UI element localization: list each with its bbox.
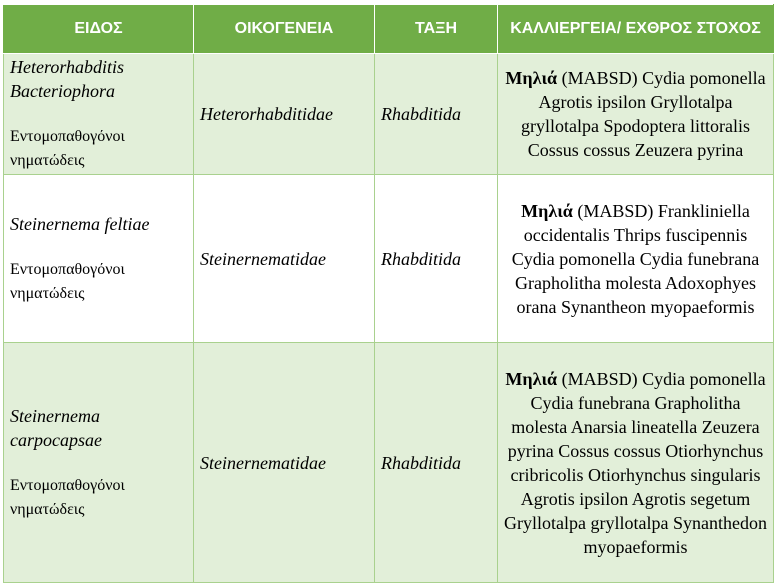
- header-order: ΤΑΞΗ: [375, 5, 498, 54]
- family-cell: Heterorhabditidae: [194, 54, 375, 175]
- header-target: ΚΑΛΛΙΕΡΓΕΙΑ/ ΕΧΘΡΟΣ ΣΤΟΧΟΣ: [498, 5, 774, 54]
- species-type: Εντομοπαθογόνοι νηματώδεις: [10, 476, 125, 518]
- header-row: [4, 5, 774, 54]
- species-cell: [4, 54, 194, 175]
- table-body: [4, 54, 774, 583]
- nematode-table: [3, 4, 774, 583]
- species-cell: [4, 175, 194, 343]
- order-cell: Rhabditida: [375, 343, 498, 583]
- species-name: Steinernema carpocapsae: [10, 405, 102, 450]
- species-cell: [4, 343, 194, 583]
- header-species: ΕΙΔΟΣ: [4, 5, 194, 54]
- target-pests: (MABSD) Cydia pomonella Agrotis ipsilon Gryllotalpa gryllotalpa Spodoptera littoralis Cossus cossus Zeuzera pyrina: [521, 68, 766, 160]
- species-type: Εντομοπαθογόνοι νηματώδεις: [10, 260, 125, 302]
- crop-name: Μηλιά: [505, 68, 558, 88]
- table-row: [4, 54, 774, 175]
- table-row: [4, 343, 774, 583]
- family-cell: Steinernematidae: [194, 175, 375, 343]
- table-header: [4, 5, 774, 54]
- family-cell: Steinernematidae: [194, 343, 375, 583]
- crop-name: Μηλιά: [521, 200, 573, 221]
- crop-name: Μηλιά: [505, 368, 558, 389]
- species-type: Εντομοπαθογόνοι νηματώδεις: [10, 128, 125, 169]
- header-family: ΟΙΚΟΓΕΝΕΙΑ: [194, 5, 375, 54]
- species-name: Steinernema feltiae: [10, 213, 150, 234]
- order-cell: Rhabditida: [375, 175, 498, 343]
- species-name: Heterorhabditis Bacteriophora: [10, 57, 125, 101]
- target-cell: [498, 175, 774, 343]
- target-pests: (MABSD) Frankliniella occidentalis Thrips fuscipennis Cydia pomonella Cydia funebrana Grapholitha molesta Adoxophyes orana Synantheon myopaeformis: [511, 200, 760, 317]
- target-cell: [498, 54, 774, 175]
- table-row: [4, 175, 774, 343]
- target-pests: (MABSD) Cydia pomonella Cydia funebrana Grapholitha molesta Anarsia lineatella Zeuzera pyrina Cossus cossus Otiorhynchus cribricolis Otiorhynchus singularis Agrotis ipsilon Agrotis segetum Gryllotalpa gryllotalpa Synanthedon myopaeformis: [504, 368, 767, 557]
- order-cell: Rhabditida: [375, 54, 498, 175]
- target-cell: [498, 343, 774, 583]
